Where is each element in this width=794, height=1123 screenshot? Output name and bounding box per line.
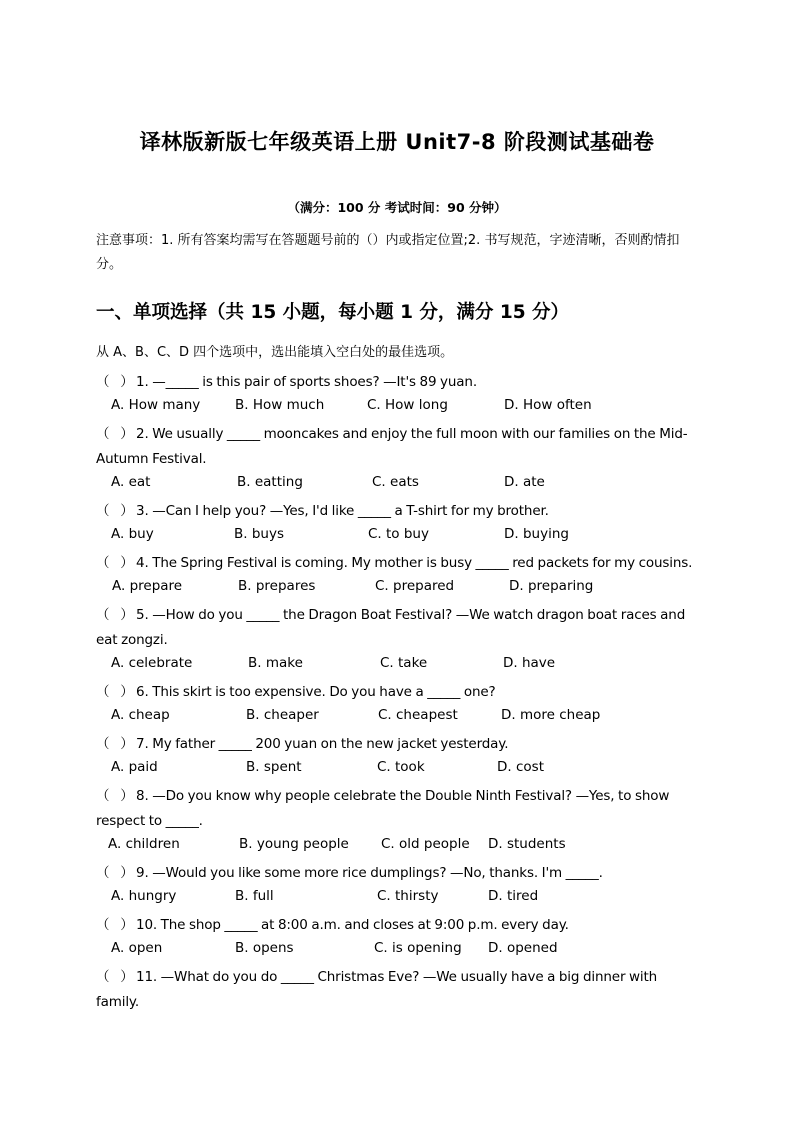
option-c[interactable]: C. prepared — [375, 578, 455, 594]
question-text: 9. —Would you like some more rice dumplings? —No, thanks. I'm _____. — [136, 865, 603, 881]
question-item — [96, 551, 698, 597]
question-text: 4. The Spring Festival is coming. My mother is busy _____ red packets for my cousins. — [136, 555, 693, 571]
question-stem — [96, 784, 698, 834]
option-b[interactable]: B. young people — [239, 836, 349, 852]
question-item — [96, 784, 698, 855]
option-row — [96, 834, 698, 855]
question-item — [96, 603, 698, 674]
option-c[interactable]: C. cheapest — [378, 707, 458, 723]
answer-blank[interactable]: （ ） — [96, 788, 134, 804]
answer-blank[interactable]: （ ） — [96, 607, 134, 623]
exam-title: 译林版新版七年级英语上册 Unit7-8 阶段测试基础卷 — [139, 130, 655, 154]
option-b[interactable]: B. spent — [246, 759, 302, 775]
option-b[interactable]: B. cheaper — [246, 707, 319, 723]
option-a[interactable]: A. open — [111, 940, 163, 956]
option-a[interactable]: A. How many — [111, 397, 201, 413]
option-a[interactable]: A. cheap — [111, 707, 170, 723]
question-item — [96, 965, 698, 1015]
exam-notice: 注意事项：1. 所有答案均需写在答题题号前的（）内或指定位置;2. 书写规范，字迹清晰，否则酌情扣分。 — [96, 233, 680, 272]
option-row — [96, 395, 698, 416]
option-b[interactable]: B. make — [248, 655, 303, 671]
option-c[interactable]: C. old people — [381, 836, 470, 852]
question-item — [96, 370, 698, 416]
answer-blank[interactable]: （ ） — [96, 555, 134, 571]
option-row — [96, 524, 698, 545]
option-b[interactable]: B. eatting — [237, 474, 303, 490]
question-text: 5. —How do you _____ the Dragon Boat Festival? —We watch dragon boat races and eat zongzi. — [96, 607, 686, 648]
question-item — [96, 422, 698, 493]
option-c[interactable]: C. take — [380, 655, 428, 671]
answer-blank[interactable]: （ ） — [96, 736, 134, 752]
option-c[interactable]: C. How long — [367, 397, 448, 413]
option-a[interactable]: A. prepare — [112, 578, 183, 594]
question-text: 11. —What do you do _____ Christmas Eve? —We usually have a big dinner with family. — [96, 969, 658, 1010]
question-item — [96, 680, 698, 726]
question-stem — [96, 422, 698, 472]
question-text: 7. My father _____ 200 yuan on the new jacket yesterday. — [136, 736, 509, 752]
answer-blank[interactable]: （ ） — [96, 374, 134, 390]
question-text: 10. The shop _____ at 8:00 a.m. and closes at 9:00 p.m. every day. — [136, 917, 569, 933]
question-stem — [96, 551, 698, 576]
question-stem — [96, 965, 698, 1015]
option-row — [96, 653, 698, 674]
answer-blank[interactable]: （ ） — [96, 865, 134, 881]
question-stem — [96, 861, 698, 886]
question-item — [96, 861, 698, 907]
question-text: 3. —Can I help you? —Yes, I'd like _____ a T-shirt for my brother. — [136, 503, 549, 519]
question-item — [96, 913, 698, 959]
option-b[interactable]: B. opens — [235, 940, 294, 956]
question-stem — [96, 499, 698, 524]
option-a[interactable]: A. eat — [111, 474, 151, 490]
option-a[interactable]: A. paid — [111, 759, 158, 775]
question-stem — [96, 732, 698, 757]
option-row — [96, 576, 698, 597]
option-d[interactable]: D. How often — [504, 397, 592, 413]
option-d[interactable]: D. more cheap — [501, 707, 601, 723]
option-d[interactable]: D. ate — [504, 474, 545, 490]
answer-blank[interactable]: （ ） — [96, 969, 134, 985]
question-item — [96, 499, 698, 545]
option-d[interactable]: D. tired — [488, 888, 539, 904]
option-d[interactable]: D. preparing — [509, 578, 594, 594]
option-a[interactable]: A. children — [108, 836, 180, 852]
option-d[interactable]: D. have — [503, 655, 556, 671]
answer-blank[interactable]: （ ） — [96, 426, 134, 442]
option-d[interactable]: D. buying — [504, 526, 569, 542]
option-b[interactable]: B. buys — [234, 526, 284, 542]
question-stem — [96, 603, 698, 653]
option-a[interactable]: A. buy — [111, 526, 154, 542]
option-c[interactable]: C. took — [377, 759, 425, 775]
exam-subtitle: （满分：100 分 考试时间：90 分钟） — [287, 200, 507, 215]
answer-blank[interactable]: （ ） — [96, 917, 134, 933]
question-text: 1. —_____ is this pair of sports shoes? —It's 89 yuan. — [136, 374, 477, 390]
option-b[interactable]: B. full — [235, 888, 274, 904]
option-a[interactable]: A. hungry — [111, 888, 177, 904]
option-b[interactable]: B. How much — [235, 397, 325, 413]
option-c[interactable]: C. is opening — [374, 940, 462, 956]
question-text: 8. —Do you know why people celebrate the Double Ninth Festival? —Yes, to show respect to _____. — [96, 788, 670, 829]
option-b[interactable]: B. prepares — [238, 578, 316, 594]
option-row — [96, 472, 698, 493]
section-instruction: 从 A、B、C、D 四个选项中，选出能填入空白处的最佳选项。 — [96, 345, 454, 360]
question-stem — [96, 370, 698, 395]
option-row — [96, 705, 698, 726]
option-row — [96, 886, 698, 907]
question-list — [96, 370, 698, 1015]
question-text: 2. We usually _____ mooncakes and enjoy the full moon with our families on the Mid-Autumn Festival. — [96, 426, 688, 467]
question-stem — [96, 680, 698, 705]
question-item — [96, 732, 698, 778]
option-row — [96, 757, 698, 778]
option-d[interactable]: D. students — [488, 836, 566, 852]
option-c[interactable]: C. thirsty — [377, 888, 439, 904]
question-stem — [96, 913, 698, 938]
option-c[interactable]: C. to buy — [368, 526, 429, 542]
option-c[interactable]: C. eats — [372, 474, 419, 490]
question-text: 6. This skirt is too expensive. Do you have a _____ one? — [136, 684, 496, 700]
section-title: 一、单项选择（共 15 小题，每小题 1 分，满分 15 分） — [96, 302, 570, 323]
option-a[interactable]: A. celebrate — [111, 655, 193, 671]
answer-blank[interactable]: （ ） — [96, 684, 134, 700]
answer-blank[interactable]: （ ） — [96, 503, 134, 519]
option-d[interactable]: D. cost — [497, 759, 544, 775]
option-d[interactable]: D. opened — [488, 940, 558, 956]
option-row — [96, 938, 698, 959]
